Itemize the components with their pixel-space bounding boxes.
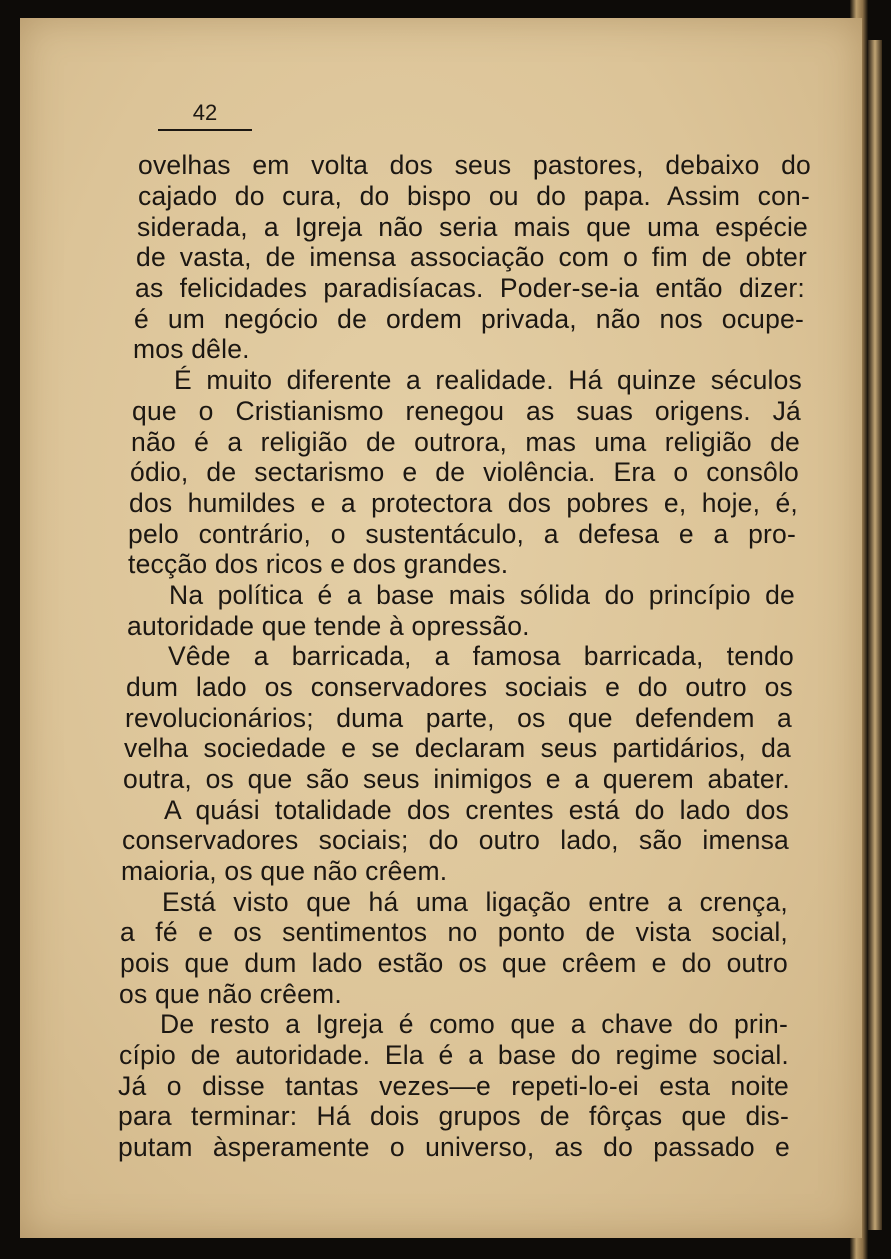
text-line-33: putam àsperamente o universo, as do passado e [118,1132,790,1162]
text-line-30: cípio de autoridade. Ela é a base do regime social. [119,1040,789,1070]
text-line-29: De resto a Igreja é como que a chave do prin- [160,1009,788,1039]
page-number-rule [158,129,252,131]
text-line-26: a fé e os sentimentos no ponto de vista social, [120,917,788,947]
text-line-28: os que não crêem. [119,979,342,1009]
text-line-2: cajado do cura, do bispo ou do papa. Assim con- [138,181,810,211]
text-line-5: as felicidades paradisíacas. Poder-se-ia então dizer: [135,273,805,303]
text-line-14: tecção dos ricos e dos grandes. [128,549,509,579]
text-line-1: ovelhas em volta dos seus pastores, debaixo do [138,150,811,180]
text-line-12: dos humildes e a protectora dos pobres e, hoje, é, [129,488,798,518]
text-line-19: revolucionários; duma parte, os que defendem a [125,703,792,733]
text-line-11: ódio, de sectarismo e de violência. Era o consôlo [130,457,799,487]
text-line-4: de vasta, de imensa associação com o fim de obter [136,242,807,272]
text-line-23: conservadores sociais; do outro lado, são imensa [122,825,789,855]
text-line-22: A quási totalidade dos crentes está do lado dos [164,795,789,825]
text-line-18: dum lado os conservadores sociais e do outro os [126,672,793,702]
text-line-17: Vêde a barricada, a famosa barricada, tendo [168,641,794,671]
text-line-9: que o Cristianismo renegou as suas origens. Já [132,396,801,426]
text-line-16: autoridade que tende à opressão. [127,611,530,641]
text-line-10: não é a religião de outrora, mas uma religião de [131,427,800,457]
text-line-20: velha sociedade e se declaram seus partidários, da [124,733,791,763]
book-edge [868,40,882,1230]
text-line-25: Está visto que há uma ligação entre a crença, [162,887,788,917]
text-line-7: mos dêle. [133,334,250,364]
text-line-8: É muito diferente a realidade. Há quinze séculos [174,365,802,395]
text-line-13: pelo contrário, o sustentáculo, a defesa e a pro- [128,519,796,549]
text-line-21: outra, os que são seus inimigos e a querem abater. [123,764,790,794]
text-line-15: Na política é a base mais sólida do princípio de [169,580,795,610]
text-line-32: para terminar: Há dois grupos de fôrças que dis- [118,1101,789,1131]
page-number: 42 [192,100,218,125]
text-line-27: pois que dum lado estão os que crêem e do outro [120,948,788,978]
text-line-6: é um negócio de ordem privada, não nos ocupe- [134,304,804,334]
text-line-24: maioria, os que não crêem. [121,856,448,886]
text-line-31: Já o disse tantas vezes—e repeti-lo-ei esta noite [118,1071,789,1101]
text-line-3: siderada, a Igreja não seria mais que uma espécie [137,212,808,242]
